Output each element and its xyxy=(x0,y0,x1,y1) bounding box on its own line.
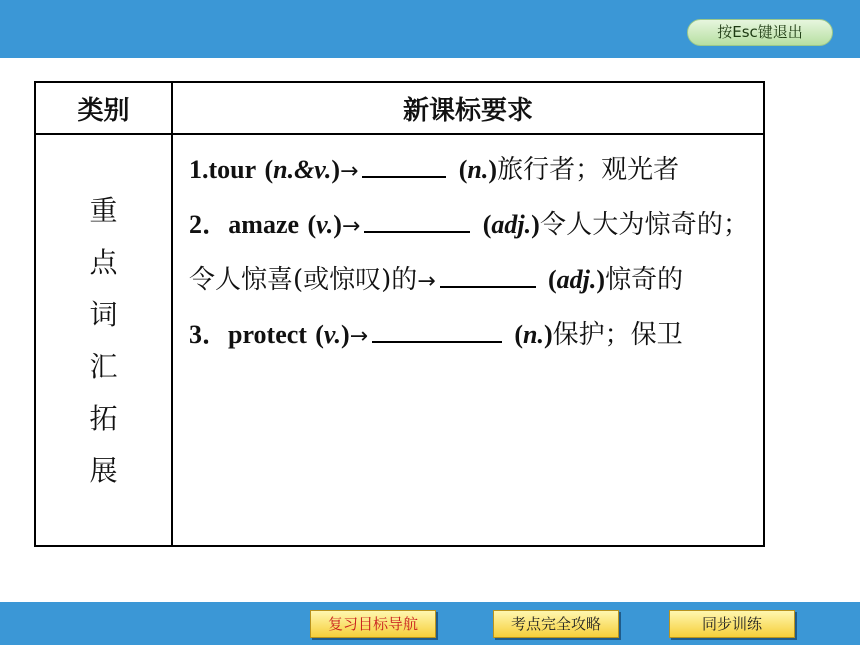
category-char: 汇 xyxy=(89,350,118,383)
arrow-icon: → xyxy=(417,269,436,294)
meaning: 惊奇的 xyxy=(605,265,684,295)
meaning: 旅行者；观光者 xyxy=(497,155,680,185)
part-of-speech: n. xyxy=(523,320,544,349)
category-char: 展 xyxy=(89,454,118,487)
item-amaze: 2．amaze (v.)→ (adj.)令人大为惊奇的；令人惊喜(或惊叹)的→ (adj.)惊奇的 xyxy=(189,210,749,295)
category-char: 重 xyxy=(89,194,118,227)
item-tour: 1.tour (n.&v.)→ (n.)旅行者；观光者 xyxy=(189,155,680,185)
nav-practice-button[interactable]: 同步训练 xyxy=(669,610,795,638)
category-char: 拓 xyxy=(89,402,118,435)
part-of-speech: v. xyxy=(323,320,341,349)
part-of-speech: n. xyxy=(467,155,489,184)
word: protect xyxy=(228,320,307,349)
arrow-icon: → xyxy=(341,214,361,239)
category-char: 点 xyxy=(89,246,118,279)
nav-key-points-button[interactable]: 考点完全攻略 xyxy=(493,610,619,638)
arrow-icon: → xyxy=(340,159,359,184)
part-of-speech: adj. xyxy=(491,210,532,239)
category-char: 词 xyxy=(89,298,118,331)
meaning: 保护；保卫 xyxy=(552,320,683,350)
requirement-cell xyxy=(172,134,764,546)
part-of-speech: v. xyxy=(316,210,334,239)
exit-button[interactable]: 按Esc键退出 xyxy=(687,19,833,46)
answer-blank[interactable] xyxy=(372,319,502,343)
answer-blank[interactable] xyxy=(364,209,470,233)
column-header-requirement: 新课标要求 xyxy=(172,82,764,134)
vocabulary-table xyxy=(34,81,765,547)
meaning: 令人大为惊奇的；令人惊喜(或惊叹)的 xyxy=(189,210,749,295)
item-number: 3． xyxy=(189,320,229,349)
word: amaze xyxy=(228,210,300,239)
arrow-icon: → xyxy=(349,324,369,349)
word: tour xyxy=(208,155,257,184)
item-protect: 3．protect (v.)→ (n.)保护；保卫 xyxy=(189,320,683,350)
part-of-speech: n.&v. xyxy=(273,155,332,184)
column-header-category: 类别 xyxy=(35,82,172,134)
category-cell xyxy=(35,134,172,546)
part-of-speech: adj. xyxy=(556,265,597,294)
item-number: 1. xyxy=(189,155,209,184)
nav-review-goals-button[interactable]: 复习目标导航 xyxy=(310,610,436,638)
answer-blank[interactable] xyxy=(362,154,446,178)
item-number: 2． xyxy=(189,210,229,239)
answer-blank[interactable] xyxy=(440,264,536,288)
